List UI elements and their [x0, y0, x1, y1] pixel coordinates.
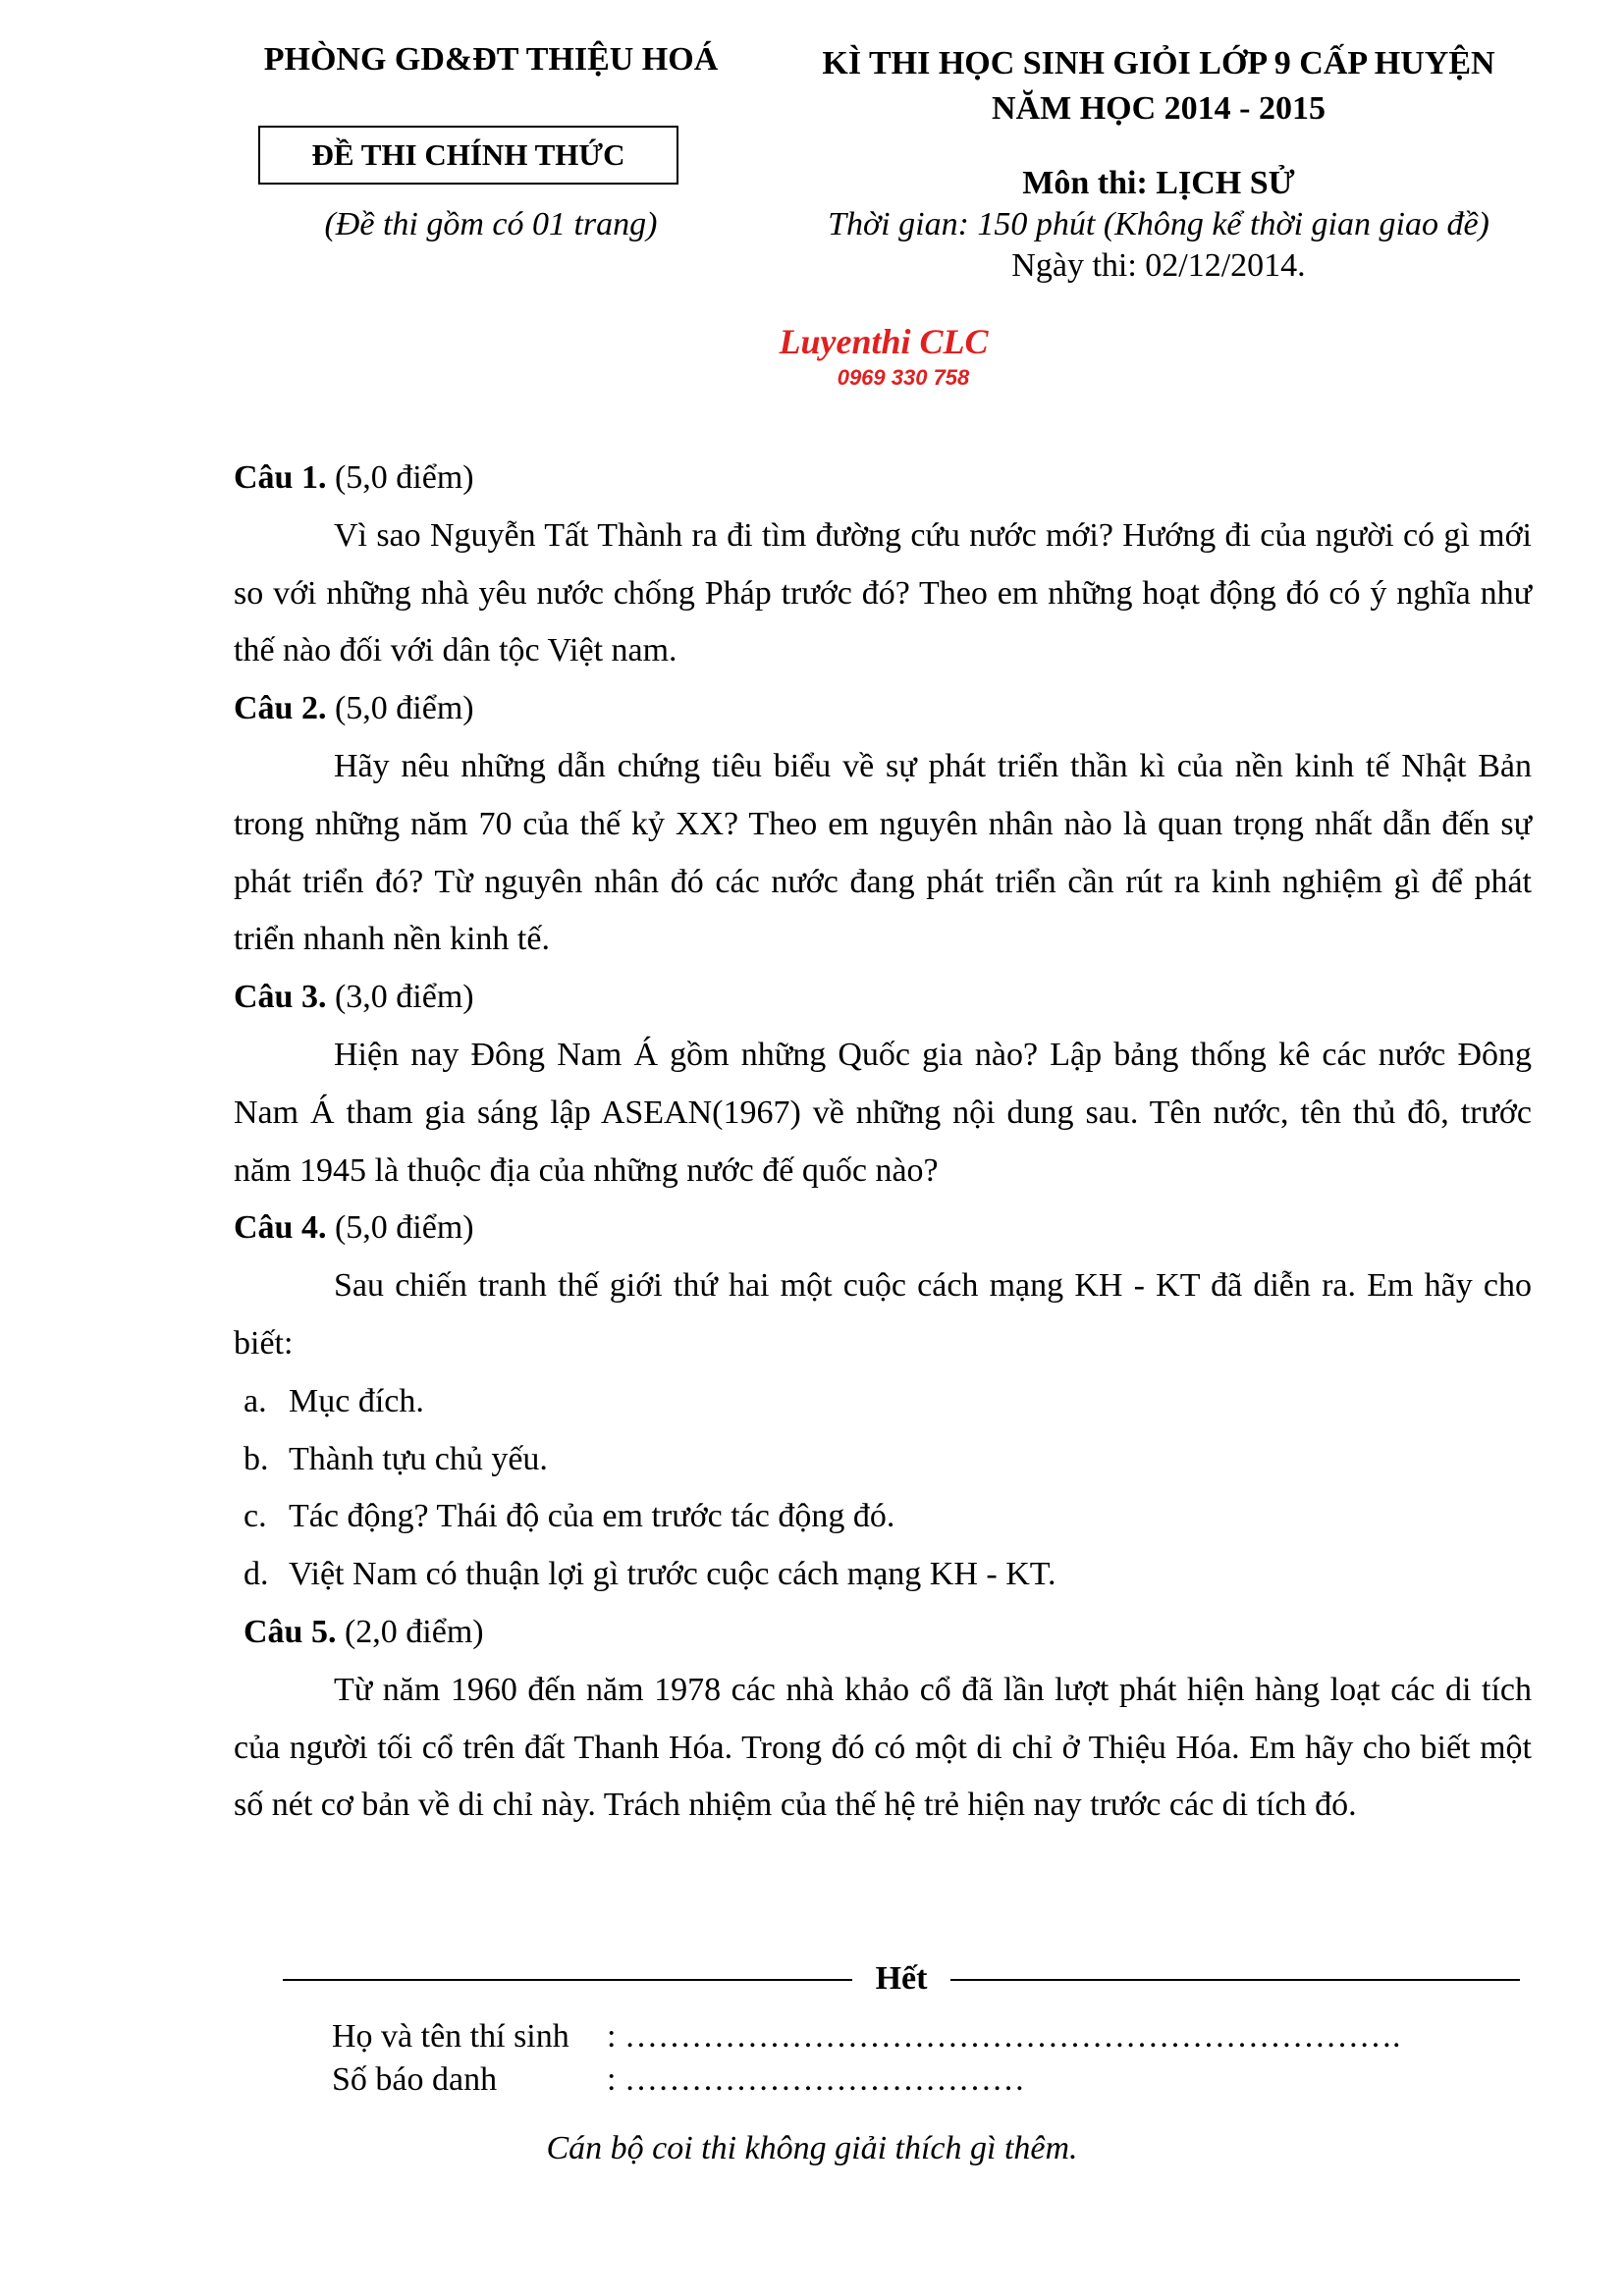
end-label: Hết [875, 1960, 928, 1997]
question-2-heading [234, 680, 1532, 738]
question-number: Câu 3. [234, 979, 327, 1016]
question-number: Câu 2. [234, 690, 327, 727]
question-points: (5,0 điểm) [326, 459, 474, 496]
question-5-text: Từ năm 1960 đến năm 1978 các nhà khảo cổ đã lần lượt phát hiện hàng loạt các di tích của người tối cổ trên đất Thanh Hóa. Trong đó có một di chỉ ở Thiệu Hóa. Em hãy cho biết một số nét cơ bản về di chỉ này. Trách nhiệm của thế hệ trẻ hiện nay trước các di tích đó. [234, 1671, 1532, 1824]
candidate-name-field: : ……………………………………………………………. [607, 2018, 1401, 2055]
divider-rule-left [283, 1979, 852, 1981]
questions-section [234, 450, 1532, 1835]
question-points: (2,0 điểm) [336, 1613, 484, 1650]
divider-rule-right [950, 1979, 1520, 1981]
option-text: Thành tựu chủ yếu. [289, 1440, 548, 1477]
time-note: Thời gian: 150 phút (Không kể thời gian giao đề) [828, 206, 1489, 242]
question-points: (3,0 điểm) [326, 979, 474, 1016]
candidate-info [332, 2015, 1400, 2102]
question-5-heading [234, 1604, 1532, 1662]
svg-text:Luyenthi CLC: Luyenthi CLC [779, 324, 989, 361]
question-4-option-d [234, 1546, 1532, 1604]
question-4-text: Sau chiến tranh thế giới thứ hai một cuộc cách mạng KH - KT đã diễn ra. Em hãy cho biết: [234, 1267, 1532, 1362]
option-letter: d. [244, 1556, 269, 1593]
exam-title-line1: KÌ THI HỌC SINH GIỎI LỚP 9 CẤP HUYỆN [822, 45, 1495, 81]
exam-date: Ngày thi: 02/12/2014. [1011, 247, 1306, 284]
question-4-option-a [234, 1373, 1532, 1431]
exam-title [776, 41, 1542, 132]
candidate-id-row [332, 2058, 1400, 2102]
candidate-name-label: Họ và tên thí sinh [332, 2018, 569, 2055]
option-text: Mục đích. [289, 1382, 424, 1419]
luyenthi-logo [727, 324, 1041, 391]
department-name: PHÒNG GD&ĐT THIỆU HOÁ [263, 41, 719, 78]
question-4-heading [234, 1200, 1532, 1257]
candidate-id-label: Số báo danh [332, 2061, 498, 2098]
option-text: Tác động? Thái độ của em trước tác động đó. [289, 1498, 895, 1535]
candidate-name-row [332, 2015, 1400, 2058]
option-letter: c. [244, 1498, 267, 1535]
exam-subject: Môn thi: LỊCH SỬ [1022, 165, 1295, 201]
candidate-id-field: : ……………………………… [607, 2061, 1025, 2098]
question-3-text: Hiện nay Đông Nam Á gồm những Quốc gia nào? Lập bảng thống kê các nước Đông Nam Á tham gia sáng lập ASEAN(1967) về những nội dung sau. Tên nước, tên thủ đô, trước năm 1945 là thuộc địa của những nước đế quốc nào? [234, 1036, 1532, 1189]
option-letter: b. [244, 1440, 269, 1477]
option-text: Việt Nam có thuận lợi gì trước cuộc cách mạng KH - KT. [289, 1556, 1056, 1593]
question-number: Câu 5. [244, 1613, 337, 1650]
question-4-option-c [234, 1488, 1532, 1546]
question-points: (5,0 điểm) [326, 1209, 474, 1247]
end-divider [283, 1957, 1520, 2001]
question-4-option-b [234, 1431, 1532, 1489]
question-1-heading [234, 450, 1532, 507]
question-number: Câu 4. [234, 1209, 327, 1247]
proctor-note: Cán bộ coi thi không giải thích gì thêm. [546, 2130, 1078, 2166]
question-2-text: Hãy nêu những dẫn chứng tiêu biểu về sự phát triển thần kì của nền kinh tế Nhật Bản trong những năm 70 của thế kỷ XX? Theo em nguyên nhân nào là quan trọng nhất dẫn đến sự phát triển đó? Từ nguyên nhân đó các nước đang phát triển cần rút ra kinh nghiệm gì để phát triển nhanh nền kinh tế. [234, 747, 1532, 958]
question-1-text: Vì sao Nguyễn Tất Thành ra đi tìm đường cứu nước mới? Hướng đi của người có gì mới so với những nhà yêu nước chống Pháp trước đó? Theo em những hoạt động đó có ý nghĩa như thế nào đối với dân tộc Việt nam. [234, 516, 1532, 669]
question-points: (5,0 điểm) [326, 690, 474, 727]
official-exam-box: ĐỀ THI CHÍNH THỨC [258, 126, 678, 185]
svg-text:0969 330 758: 0969 330 758 [837, 365, 970, 390]
question-number: Câu 1. [234, 459, 327, 496]
option-letter: a. [244, 1382, 267, 1419]
pages-note: (Đề thi gồm có 01 trang) [324, 206, 658, 242]
exam-title-line2: NĂM HỌC 2014 - 2015 [992, 90, 1326, 127]
question-3-heading [234, 969, 1532, 1027]
